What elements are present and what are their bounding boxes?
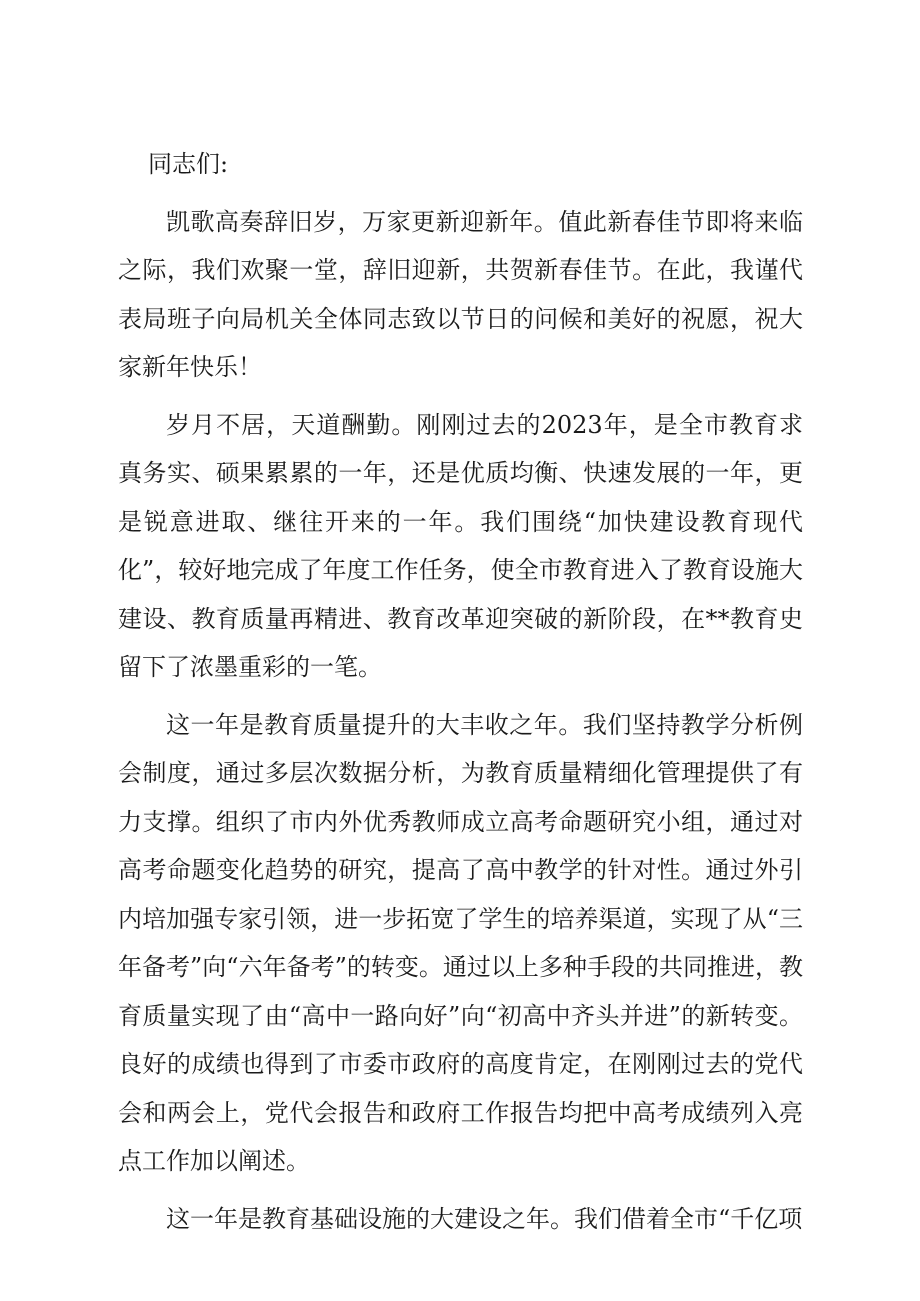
- document-body: [118, 140, 803, 1252]
- paragraph-new-year-greeting: 凯歌高奏辞旧岁，万家更新迎新年。值此新春佳节即将来临之际，我们欢聚一堂，辞旧迎新，共贺新春佳节。在此，我谨代表局班子向局机关全体同志致以节日的问候和美好的祝愿，祝大家新年快乐！: [118, 207, 803, 381]
- paragraph-year-review: 岁月不居，天道酬勤。刚刚过去的2023年，是全市教育求真务实、硕果累累的一年，还是优质均衡、快速发展的一年，更是锐意进取、继往开来的一年。我们围绕“加快建设教育现代化”，较好地完成了年度工作任务，使全市教育进入了教育设施大建设、教育质量再精进、教育改革迎突破的新阶段，在**教育史留下了浓墨重彩的一笔。: [118, 410, 803, 681]
- paragraph-infrastructure: 这一年是教育基础设施的大建设之年。我们借着全市“千亿项: [166, 1204, 803, 1233]
- greeting: 同志们:: [148, 150, 229, 178]
- paragraph-education-quality: 这一年是教育质量提升的大丰收之年。我们坚持教学分析例会制度，通过多层次数据分析，为教育质量精细化管理提供了有力支撑。组织了市内外优秀教师成立高考命题研究小组，通过对高考命题变化趋势的研究，提高了高中教学的针对性。通过外引内培加强专家引领，进一步拓宽了学生的培养渠道，实现了从“三年备考”向“六年备考”的转变。通过以上多种手段的共同推进，教育质量实现了由“高中一路向好”向“初高中齐头并进”的新转变。良好的成绩也得到了市委市政府的高度肯定，在刚刚过去的党代会和两会上，党代会报告和政府工作报告均把中高考成绩列入亮点工作加以阐述。: [118, 710, 803, 1175]
